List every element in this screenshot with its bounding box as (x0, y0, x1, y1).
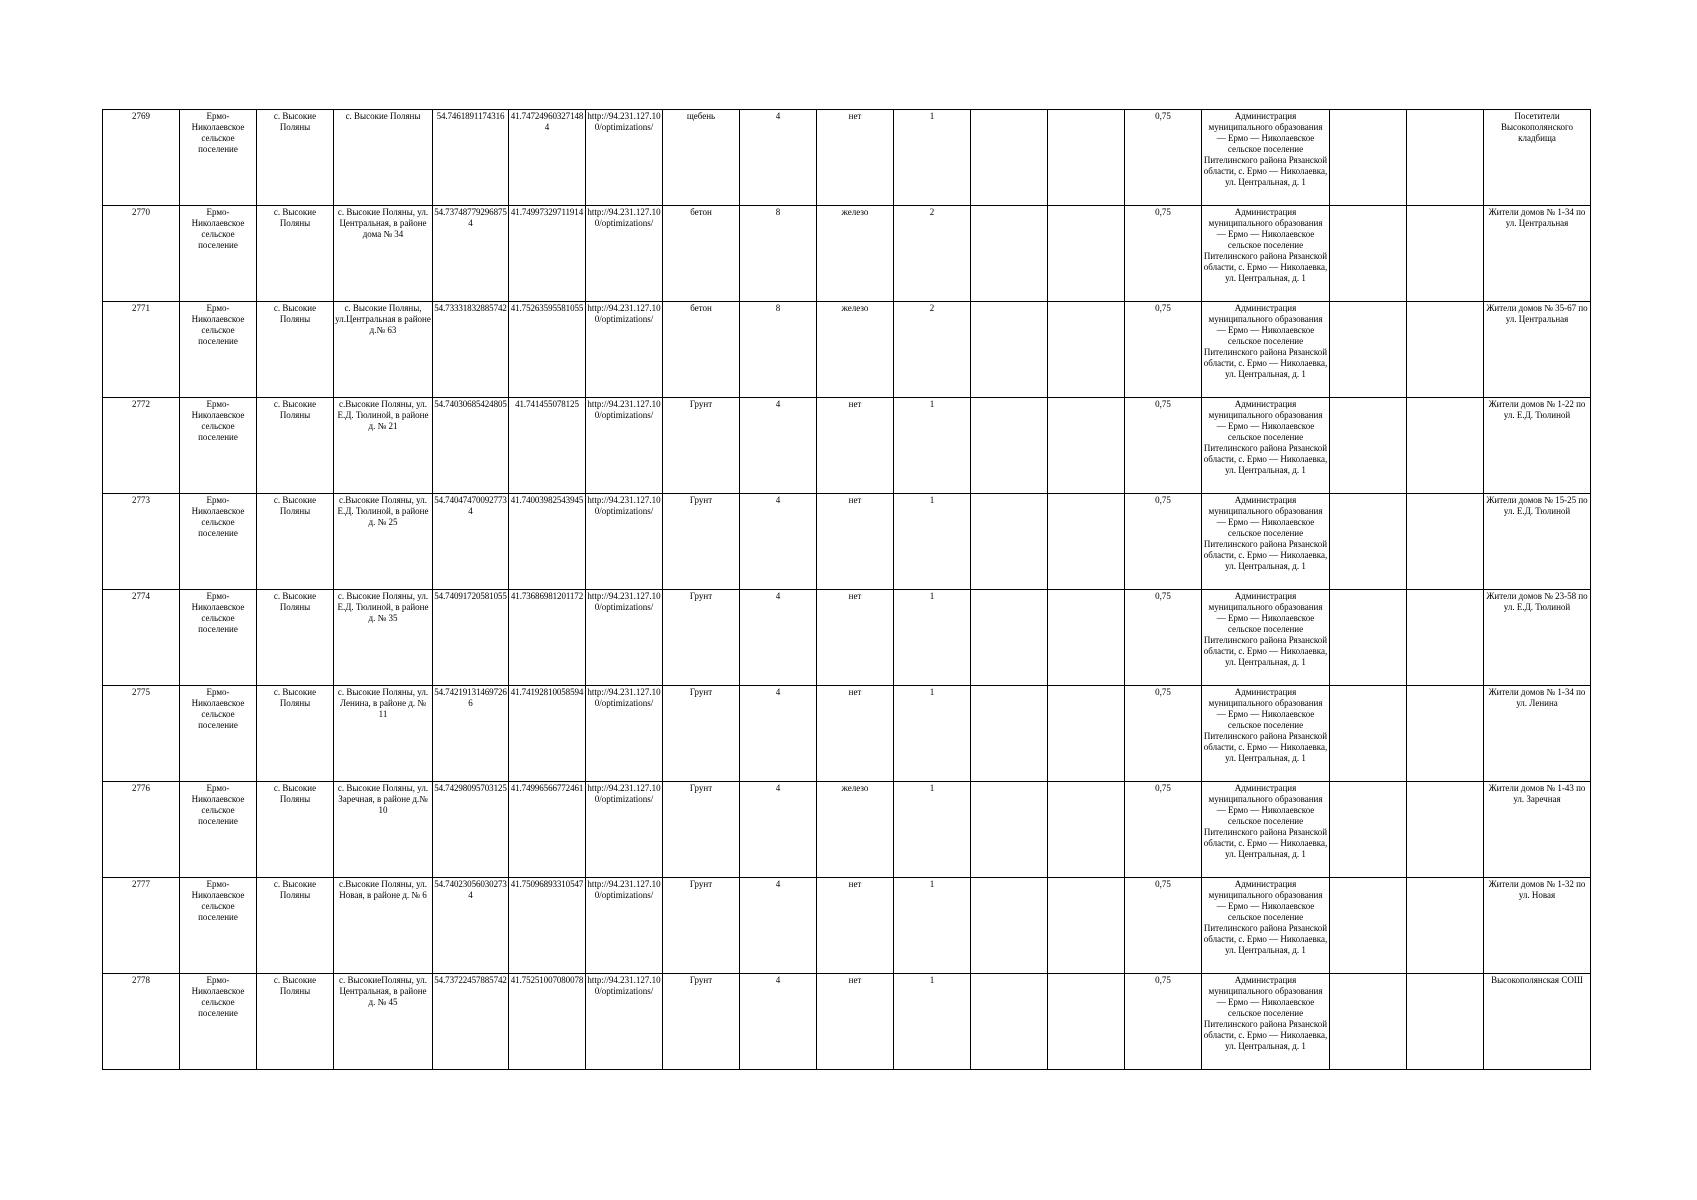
longitude-cell: 41.75263595581055 (509, 302, 586, 398)
volume-cell: 0,75 (1125, 494, 1202, 590)
row-number-cell: 2773 (103, 494, 180, 590)
empty-cell (1330, 974, 1407, 1070)
latitude-cell: 54.7461891174316 (433, 110, 509, 206)
empty-cell (971, 686, 1048, 782)
volume-cell: 0,75 (1125, 110, 1202, 206)
latitude-cell: 54.74298095703125 (433, 782, 509, 878)
table-row (103, 302, 1591, 398)
address-cell: с. Высокие Поляны, ул. Е.Д. Тюлиной, в районе д. № 35 (334, 590, 433, 686)
empty-cell (1407, 974, 1484, 1070)
longitude-cell: 41.73686981201172 (509, 590, 586, 686)
waste-sources-cell: Жители домов № 15-25 по ул. Е.Д. Тюлиной (1484, 494, 1591, 590)
fence-cell: нет (817, 878, 894, 974)
surface-type-cell: щебень (663, 110, 740, 206)
empty-cell (1048, 590, 1125, 686)
settlement-cell: Ермо-Николаевское сельское поселение (180, 302, 257, 398)
empty-cell (971, 590, 1048, 686)
waste-sources-cell: Жители домов № 23-58 по ул. Е.Д. Тюлиной (1484, 590, 1591, 686)
empty-cell (1407, 398, 1484, 494)
empty-cell (1048, 878, 1125, 974)
settlement-cell: Ермо-Николаевское сельское поселение (180, 398, 257, 494)
empty-cell (971, 110, 1048, 206)
surface-type-cell: бетон (663, 302, 740, 398)
latitude-cell: 54.74030685424805 (433, 398, 509, 494)
locality-cell: с. Высокие Поляны (257, 974, 334, 1070)
waste-sources-cell: Жители домов № 1-34 по ул. Центральная (1484, 206, 1591, 302)
locality-cell: с. Высокие Поляны (257, 878, 334, 974)
container-count-cell: 1 (894, 494, 971, 590)
address-cell: с. ВысокиеПоляны, ул. Центральная, в районе д. № 45 (334, 974, 433, 1070)
locality-cell: с. Высокие Поляны (257, 206, 334, 302)
settlement-cell: Ермо-Николаевское сельское поселение (180, 590, 257, 686)
link-cell: http://94.231.127.10 0/optimizations/ (586, 110, 663, 206)
settlement-cell: Ермо-Николаевское сельское поселение (180, 494, 257, 590)
fence-cell: нет (817, 974, 894, 1070)
settlement-cell: Ермо-Николаевское сельское поселение (180, 878, 257, 974)
surface-type-cell: Грунт (663, 590, 740, 686)
container-count-cell: 1 (894, 686, 971, 782)
table-row (103, 398, 1591, 494)
owner-cell: Администрация муниципального образования — Ермо — Николаевское сельское поселение Пителинского района Рязанской области, с. Ермо — Николаевка, ул. Центральная, д. 1 (1202, 302, 1330, 398)
longitude-cell: 41.74997329711914 (509, 206, 586, 302)
waste-sources-cell: Жители домов № 1-32 по ул. Новая (1484, 878, 1591, 974)
empty-cell (1048, 782, 1125, 878)
table-body (103, 110, 1591, 1070)
row-number-cell: 2772 (103, 398, 180, 494)
fence-cell: железо (817, 206, 894, 302)
container-count-cell: 1 (894, 590, 971, 686)
area-cell: 8 (740, 206, 817, 302)
owner-cell: Администрация муниципального образования — Ермо — Николаевское сельское поселение Пителинского района Рязанской области, с. Ермо — Николаевка, ул. Центральная, д. 1 (1202, 590, 1330, 686)
empty-cell (1407, 782, 1484, 878)
latitude-cell: 54.74047470092773 4 (433, 494, 509, 590)
container-count-cell: 1 (894, 782, 971, 878)
locality-cell: с. Высокие Поляны (257, 302, 334, 398)
surface-type-cell: Грунт (663, 686, 740, 782)
latitude-cell: 54.73748779296875 4 (433, 206, 509, 302)
empty-cell (1407, 686, 1484, 782)
volume-cell: 0,75 (1125, 206, 1202, 302)
owner-cell: Администрация муниципального образования — Ермо — Николаевское сельское поселение Пителинского района Рязанской области, с. Ермо — Николаевка, ул. Центральная, д. 1 (1202, 110, 1330, 206)
link-cell: http://94.231.127.10 0/optimizations/ (586, 686, 663, 782)
address-cell: с. Высокие Поляны, ул.Центральная в районе д.№ 63 (334, 302, 433, 398)
table-row (103, 974, 1591, 1070)
empty-cell (1330, 782, 1407, 878)
owner-cell: Администрация муниципального образования — Ермо — Николаевское сельское поселение Пителинского района Рязанской области, с. Ермо — Николаевка, ул. Центральная, д. 1 (1202, 974, 1330, 1070)
empty-cell (971, 302, 1048, 398)
address-cell: с. Высокие Поляны, ул. Ленина, в районе д. № 11 (334, 686, 433, 782)
volume-cell: 0,75 (1125, 398, 1202, 494)
settlement-cell: Ермо-Николаевское сельское поселение (180, 782, 257, 878)
area-cell: 4 (740, 974, 817, 1070)
longitude-cell: 41.74996566772461 (509, 782, 586, 878)
row-number-cell: 2770 (103, 206, 180, 302)
empty-cell (971, 782, 1048, 878)
table-row (103, 494, 1591, 590)
volume-cell: 0,75 (1125, 686, 1202, 782)
longitude-cell: 41.74192810058594 (509, 686, 586, 782)
fence-cell: железо (817, 782, 894, 878)
empty-cell (1048, 494, 1125, 590)
empty-cell (1330, 686, 1407, 782)
owner-cell: Администрация муниципального образования — Ермо — Николаевское сельское поселение Пителинского района Рязанской области, с. Ермо — Николаевка, ул. Центральная, д. 1 (1202, 398, 1330, 494)
locality-cell: с. Высокие Поляны (257, 590, 334, 686)
area-cell: 4 (740, 494, 817, 590)
waste-sources-cell: Посетители Высокополянского кладбища (1484, 110, 1591, 206)
link-cell: http://94.231.127.10 0/optimizations/ (586, 302, 663, 398)
container-count-cell: 2 (894, 206, 971, 302)
latitude-cell: 54.73331832885742 (433, 302, 509, 398)
locality-cell: с. Высокие Поляны (257, 686, 334, 782)
empty-cell (1330, 494, 1407, 590)
owner-cell: Администрация муниципального образования — Ермо — Николаевское сельское поселение Пителинского района Рязанской области, с. Ермо — Николаевка, ул. Центральная, д. 1 (1202, 686, 1330, 782)
fence-cell: нет (817, 110, 894, 206)
fence-cell: нет (817, 494, 894, 590)
link-cell: http://94.231.127.10 0/optimizations/ (586, 590, 663, 686)
surface-type-cell: Грунт (663, 782, 740, 878)
volume-cell: 0,75 (1125, 782, 1202, 878)
container-count-cell: 2 (894, 302, 971, 398)
longitude-cell: 41.74724960327148 4 (509, 110, 586, 206)
empty-cell (971, 206, 1048, 302)
link-cell: http://94.231.127.10 0/optimizations/ (586, 398, 663, 494)
empty-cell (1407, 110, 1484, 206)
empty-cell (971, 878, 1048, 974)
empty-cell (1330, 398, 1407, 494)
address-cell: с.Высокие Поляны, ул. Е.Д. Тюлиной, в районе д. № 25 (334, 494, 433, 590)
link-cell: http://94.231.127.10 0/optimizations/ (586, 974, 663, 1070)
link-cell: http://94.231.127.10 0/optimizations/ (586, 782, 663, 878)
empty-cell (1407, 302, 1484, 398)
empty-cell (1048, 110, 1125, 206)
empty-cell (1330, 302, 1407, 398)
link-cell: http://94.231.127.10 0/optimizations/ (586, 494, 663, 590)
area-cell: 4 (740, 110, 817, 206)
fence-cell: нет (817, 590, 894, 686)
volume-cell: 0,75 (1125, 590, 1202, 686)
surface-type-cell: Грунт (663, 494, 740, 590)
address-cell: с.Высокие Поляны, ул. Е.Д. Тюлиной, в районе д. № 21 (334, 398, 433, 494)
area-cell: 4 (740, 686, 817, 782)
owner-cell: Администрация муниципального образования — Ермо — Николаевское сельское поселение Пителинского района Рязанской области, с. Ермо — Николаевка, ул. Центральная, д. 1 (1202, 494, 1330, 590)
address-cell: с. Высокие Поляны, ул. Заречная, в районе д.№ 10 (334, 782, 433, 878)
volume-cell: 0,75 (1125, 974, 1202, 1070)
waste-sites-table (102, 109, 1591, 1070)
locality-cell: с. Высокие Поляны (257, 494, 334, 590)
address-cell: с. Высокие Поляны, ул. Центральная, в районе дома № 34 (334, 206, 433, 302)
empty-cell (1048, 686, 1125, 782)
latitude-cell: 54.73722457885742 (433, 974, 509, 1070)
area-cell: 4 (740, 590, 817, 686)
empty-cell (1048, 974, 1125, 1070)
row-number-cell: 2769 (103, 110, 180, 206)
settlement-cell: Ермо-Николаевское сельское поселение (180, 686, 257, 782)
empty-cell (1407, 878, 1484, 974)
address-cell: с.Высокие Поляны, ул. Новая, в районе д. № 6 (334, 878, 433, 974)
volume-cell: 0,75 (1125, 878, 1202, 974)
surface-type-cell: Грунт (663, 398, 740, 494)
empty-cell (1048, 206, 1125, 302)
area-cell: 8 (740, 302, 817, 398)
latitude-cell: 54.74091720581055 (433, 590, 509, 686)
empty-cell (1407, 494, 1484, 590)
volume-cell: 0,75 (1125, 302, 1202, 398)
longitude-cell: 41.741455078125 (509, 398, 586, 494)
settlement-cell: Ермо-Николаевское сельское поселение (180, 974, 257, 1070)
row-number-cell: 2775 (103, 686, 180, 782)
address-cell: с. Высокие Поляны (334, 110, 433, 206)
container-count-cell: 1 (894, 878, 971, 974)
link-cell: http://94.231.127.10 0/optimizations/ (586, 206, 663, 302)
empty-cell (971, 494, 1048, 590)
settlement-cell: Ермо-Николаевское сельское поселение (180, 206, 257, 302)
fence-cell: нет (817, 398, 894, 494)
surface-type-cell: бетон (663, 206, 740, 302)
table-row (103, 878, 1591, 974)
fence-cell: железо (817, 302, 894, 398)
latitude-cell: 54.74219131469726 6 (433, 686, 509, 782)
owner-cell: Администрация муниципального образования — Ермо — Николаевское сельское поселение Пителинского района Рязанской области, с. Ермо — Николаевка, ул. Центральная, д. 1 (1202, 782, 1330, 878)
empty-cell (1330, 590, 1407, 686)
empty-cell (971, 974, 1048, 1070)
table-row (103, 590, 1591, 686)
surface-type-cell: Грунт (663, 878, 740, 974)
row-number-cell: 2777 (103, 878, 180, 974)
empty-cell (1407, 590, 1484, 686)
area-cell: 4 (740, 782, 817, 878)
waste-sources-cell: Высокополянская СОШ (1484, 974, 1591, 1070)
owner-cell: Администрация муниципального образования — Ермо — Николаевское сельское поселение Пителинского района Рязанской области, с. Ермо — Николаевка, ул. Центральная, д. 1 (1202, 878, 1330, 974)
empty-cell (1330, 206, 1407, 302)
longitude-cell: 41.75251007080078 (509, 974, 586, 1070)
table-row (103, 206, 1591, 302)
empty-cell (1407, 206, 1484, 302)
container-count-cell: 1 (894, 110, 971, 206)
area-cell: 4 (740, 398, 817, 494)
longitude-cell: 41.74003982543945 (509, 494, 586, 590)
settlement-cell: Ермо-Николаевское сельское поселение (180, 110, 257, 206)
waste-sources-cell: Жители домов № 35-67 по ул. Центральная (1484, 302, 1591, 398)
locality-cell: с. Высокие Поляны (257, 782, 334, 878)
container-count-cell: 1 (894, 974, 971, 1070)
fence-cell: нет (817, 686, 894, 782)
row-number-cell: 2778 (103, 974, 180, 1070)
empty-cell (1048, 398, 1125, 494)
locality-cell: с. Высокие Поляны (257, 398, 334, 494)
longitude-cell: 41.75096893310547 (509, 878, 586, 974)
latitude-cell: 54.74023056030273 4 (433, 878, 509, 974)
row-number-cell: 2771 (103, 302, 180, 398)
waste-sources-cell: Жители домов № 1-22 по ул. Е.Д. Тюлиной (1484, 398, 1591, 494)
table-row (103, 686, 1591, 782)
link-cell: http://94.231.127.10 0/optimizations/ (586, 878, 663, 974)
container-count-cell: 1 (894, 398, 971, 494)
table-row (103, 782, 1591, 878)
empty-cell (1330, 878, 1407, 974)
owner-cell: Администрация муниципального образования — Ермо — Николаевское сельское поселение Пителинского района Рязанской области, с. Ермо — Николаевка, ул. Центральная, д. 1 (1202, 206, 1330, 302)
table-row (103, 110, 1591, 206)
surface-type-cell: Грунт (663, 974, 740, 1070)
empty-cell (1048, 302, 1125, 398)
waste-sources-cell: Жители домов № 1-43 по ул. Заречная (1484, 782, 1591, 878)
locality-cell: с. Высокие Поляны (257, 110, 334, 206)
empty-cell (971, 398, 1048, 494)
row-number-cell: 2776 (103, 782, 180, 878)
area-cell: 4 (740, 878, 817, 974)
waste-sources-cell: Жители домов № 1-34 по ул. Ленина (1484, 686, 1591, 782)
empty-cell (1330, 110, 1407, 206)
row-number-cell: 2774 (103, 590, 180, 686)
